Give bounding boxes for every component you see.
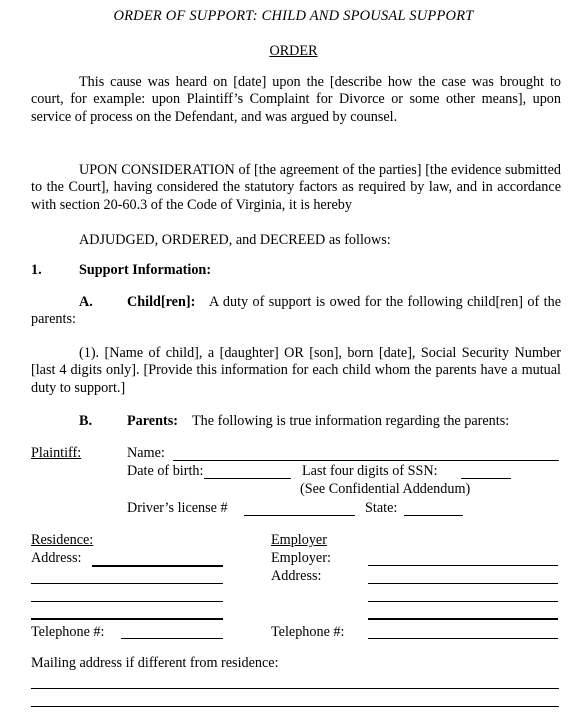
residence-heading: Residence:	[31, 532, 94, 548]
document-title: ORDER OF SUPPORT: CHILD AND SPOUSAL SUPPORT	[113, 8, 474, 24]
subsection-b-text: The following is true information regarding the parents:	[192, 413, 510, 429]
address-field-3[interactable]	[31, 601, 223, 602]
ssn-label: Last four digits of SSN:	[302, 463, 438, 479]
mailing-address-field-2[interactable]	[31, 706, 559, 707]
address-label: Address:	[31, 550, 82, 566]
telephone-label: Telephone #:	[31, 624, 105, 640]
address-field-4[interactable]	[31, 618, 223, 620]
mailing-address-label: Mailing address if different from residence:	[31, 655, 279, 671]
license-field[interactable]	[244, 515, 355, 516]
confidential-note: (See Confidential Addendum)	[300, 481, 471, 497]
section-1-number: 1.	[31, 262, 42, 278]
address-field-1[interactable]	[92, 565, 223, 567]
dob-label: Date of birth:	[127, 463, 204, 479]
subsection-a-title: Child[ren]:	[127, 294, 196, 310]
telephone-field[interactable]	[121, 638, 223, 639]
employer-telephone-field[interactable]	[368, 638, 558, 639]
employer-field[interactable]	[368, 565, 558, 566]
employer-address-label: Address:	[271, 568, 322, 584]
subsection-b-title: Parents:	[127, 413, 178, 429]
subsection-a-text: A duty of support is owed for the following child[ren] of the parents:	[31, 294, 561, 328]
name-label: Name:	[127, 445, 165, 461]
employer-heading: Employer	[271, 532, 327, 548]
mailing-address-field-1[interactable]	[31, 688, 559, 689]
section-1-title: Support Information:	[79, 262, 212, 278]
employer-address-field-2[interactable]	[368, 601, 558, 602]
child-1-text: (1). [Name of child], a [daughter] OR [son], born [date], Social Security Number [last 4 digits only]. [Provide this information for each child whom the parents have a mutual duty to support.]	[31, 345, 561, 396]
paragraph-consideration: UPON CONSIDERATION of [the agreement of the parties] [the evidence submitted to the Court], having considered the statutory factors as required by law, and in accordance with section 20-60.3 of the Code of Virginia, it is hereby	[31, 162, 561, 213]
paragraph-hearing: This cause was heard on [date] upon the [describe how the case was brought to court, for example: upon Plaintiff’s Complaint for Divorce or some other means], upon service of process on the Defendant, and was argued by counsel.	[31, 74, 561, 125]
license-label: Driver’s license #	[127, 500, 228, 516]
order-heading: ORDER	[269, 43, 318, 59]
ssn-field[interactable]	[461, 478, 511, 479]
employer-label: Employer:	[271, 550, 331, 566]
plaintiff-label: Plaintiff:	[31, 445, 82, 461]
subsection-a-label: A.	[79, 294, 93, 310]
employer-address-field-3[interactable]	[368, 618, 558, 620]
employer-telephone-label: Telephone #:	[271, 624, 345, 640]
state-field[interactable]	[404, 515, 463, 516]
address-field-2[interactable]	[31, 583, 223, 584]
dob-field[interactable]	[204, 478, 291, 479]
name-field[interactable]	[173, 460, 559, 461]
paragraph-adjudged: ADJUDGED, ORDERED, and DECREED as follows:	[79, 232, 391, 248]
employer-address-field-1[interactable]	[368, 583, 558, 584]
state-label: State:	[365, 500, 398, 516]
subsection-b-label: B.	[79, 413, 93, 429]
